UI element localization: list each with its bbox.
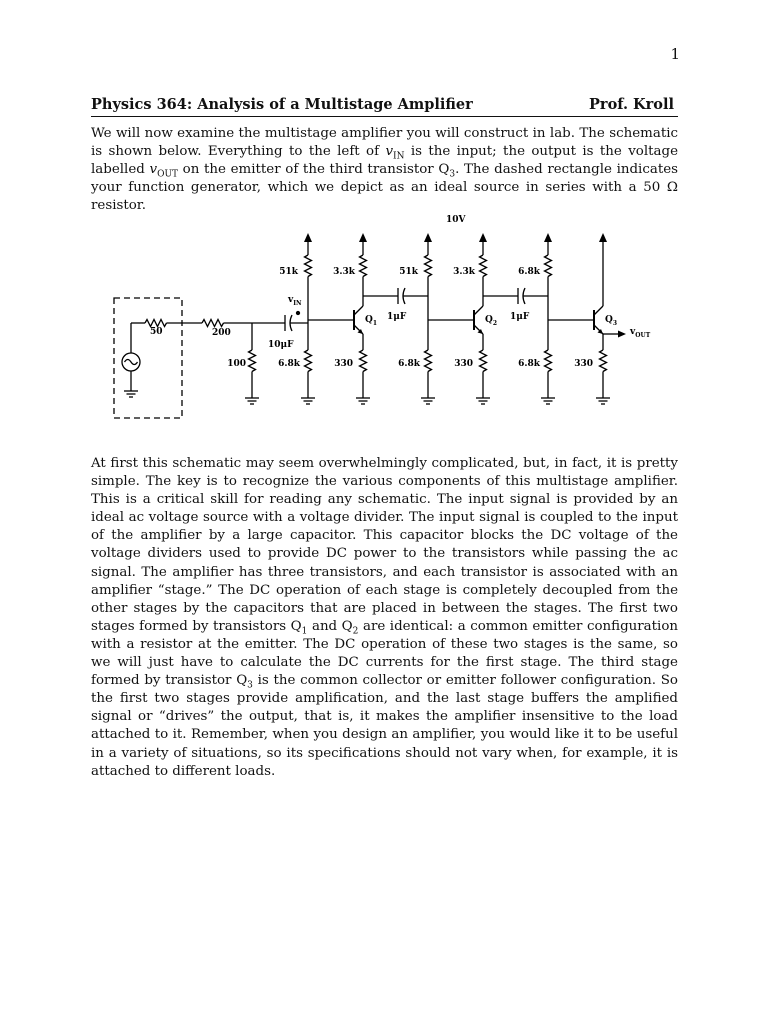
ground-icon (541, 398, 555, 404)
resistor-51k-2-icon (425, 255, 432, 277)
resistor-3-3k-2-icon (480, 255, 487, 277)
r200-label: 200 (212, 328, 231, 338)
vin-label: $v_{IN}$ (288, 295, 302, 307)
r100-label: 100 (227, 359, 246, 369)
resistor-330-2-icon (480, 350, 487, 372)
r51k-1-label: 51k (279, 267, 298, 277)
resistor-6-8k-3-top-icon (545, 255, 552, 277)
r50-label: 50 (150, 327, 163, 337)
r68k-2-label: 6.8k (398, 359, 420, 369)
resistor-50-icon (145, 320, 167, 327)
c12-label: 1μF (387, 312, 407, 322)
ac-source-icon (122, 353, 140, 371)
page-header (91, 96, 678, 117)
transistor-q1-icon (354, 306, 363, 334)
rc33k-1-label: 3.3k (333, 267, 355, 277)
resistor-100-icon (249, 350, 256, 372)
c23-label: 1μF (510, 312, 530, 322)
r68k-3-bottom-label: 6.8k (518, 359, 540, 369)
ground-icon (301, 398, 315, 404)
r51k-2-label: 51k (399, 267, 418, 277)
supply-voltage-label: 10V (446, 215, 466, 225)
resistor-330-1-icon (360, 350, 367, 372)
intro-paragraph: We will now examine the multistage amplifier you will construct in lab. The schematic is shown below. Everything to the left of $v_{IN}$ is the input; the output is the voltage labelled $v_{OUT}$ on the emitter of the third transistor $Q_3$. The dashed rectangle indicates your function generator, which we depict as an ideal source in series with a 50 Ω resistor. (91, 126, 678, 214)
re330-1-label: 330 (334, 359, 353, 369)
header-title: Physics 364: Analysis of a Multistage Amplifier (91, 96, 473, 113)
q3-label: $Q_3$ (605, 315, 618, 327)
vout-arrow-icon (618, 331, 626, 338)
q1-label: $Q_1$ (365, 315, 378, 327)
function-generator-box (114, 298, 182, 418)
re330-3-label: 330 (574, 359, 593, 369)
ground-icon (356, 398, 370, 404)
resistor-6-8k-3-bottom-icon (545, 350, 552, 372)
r68k-1-label: 6.8k (278, 359, 300, 369)
rc33k-2-label: 3.3k (453, 267, 475, 277)
resistor-3-3k-1-icon (360, 255, 367, 277)
ground-icon (124, 391, 138, 397)
q2-label: $Q_2$ (485, 315, 498, 327)
ground-icon (421, 398, 435, 404)
transistor-q3-icon (594, 306, 603, 334)
header-author: Prof. Kroll (589, 96, 674, 113)
ground-icon (596, 398, 610, 404)
resistor-6-8k-2-icon (425, 350, 432, 372)
transistor-q2-icon (474, 306, 483, 334)
resistor-330-3-icon (600, 350, 607, 372)
resistor-6-8k-1-icon (305, 350, 312, 372)
vout-label: $v_{OUT}$ (630, 327, 651, 339)
amplifier-schematic (100, 210, 670, 425)
page-number: 1 (670, 45, 680, 63)
ground-icon (245, 398, 259, 404)
resistor-51k-1-icon (305, 255, 312, 277)
resistor-200-icon (202, 320, 224, 327)
r68k-3-top-label: 6.8k (518, 267, 540, 277)
ground-icon (476, 398, 490, 404)
vin-node (297, 312, 300, 315)
c-in-label: 10μF (268, 340, 294, 350)
body-paragraph: At first this schematic may seem overwhelmingly complicated, but, in fact, it is pretty simple. The key is to recognize the various components of this multistage amplifier. This is a critical skill for reading any schematic. The input signal is provided by an ideal ac voltage source with a voltage divider. The input signal is coupled to the input of the amplifier by a large capacitor. This capacitor blocks the DC voltage of the voltage dividers used to provide DC power to the transistors while passing the ac signal. The amplifier has three transistors, and each transistor is associated with an amplifier “stage.” The DC operation of each stage is completely decoupled from the other stages by the capacitors that are placed in between the stages. The first two stages formed by transistors $Q_1$ and $Q_2$ are identical: a common emitter configuration with a resistor at the emitter. The DC operation of these two stages is the same, so we will just have to calculate the DC currents for the first stage. The third stage formed by transistor $Q_3$ is the common collector or emitter follower configuration. So the first two stages provide amplification, and the last stage buffers the amplified signal or “drives” the output, that is, it makes the amplifier insensitive to the load attached to it. Remember, when you design an amplifier, you would like it to be useful in a variety of situations, so its specifications should not vary when, for example, it is attached to different loads. (91, 456, 679, 779)
re330-2-label: 330 (454, 359, 473, 369)
